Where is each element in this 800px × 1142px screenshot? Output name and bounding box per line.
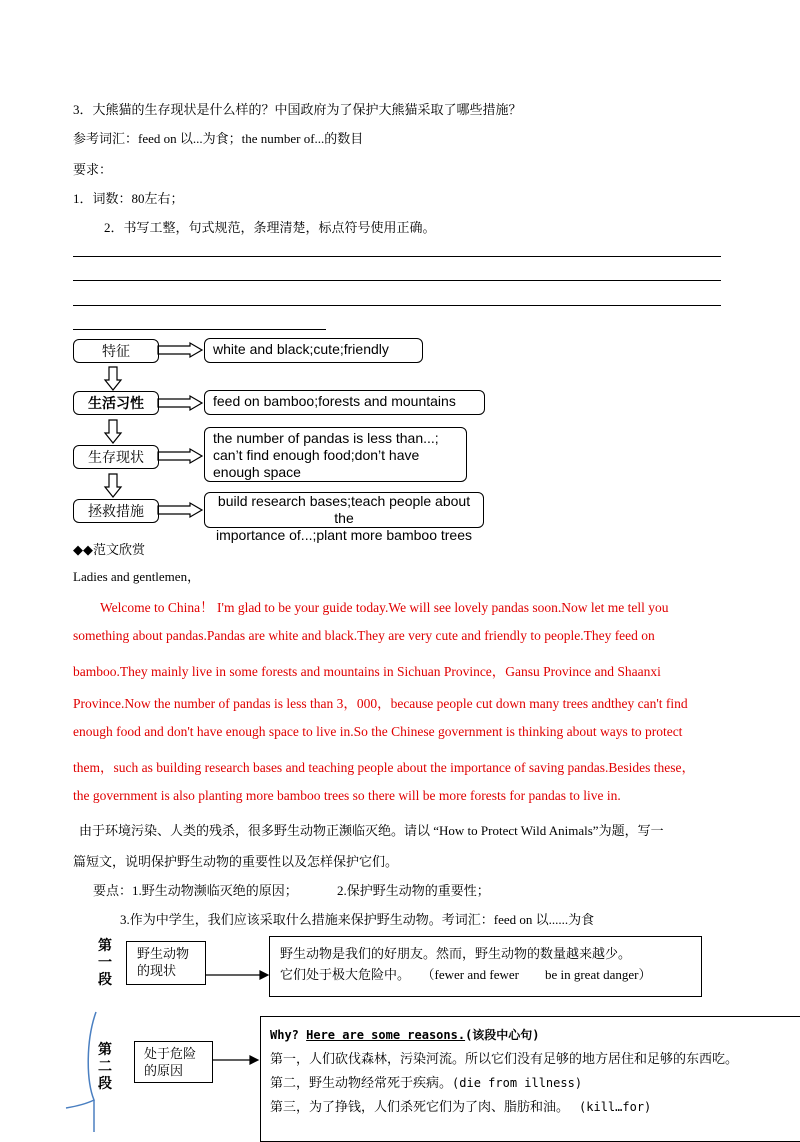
content-text: 它们处于极大危险中。 [280, 967, 411, 982]
content-line [280, 964, 691, 985]
reason-text: 第二，野生动物经常死于疾病。 [270, 1075, 453, 1090]
reason-line [270, 1071, 797, 1095]
sample-line: the government is also planting more bamboo trees so there will be more forests for pandas to live in. [73, 788, 621, 803]
flow-label-status: 生存现状 [73, 445, 159, 469]
box-line: 野生动物 [137, 946, 190, 961]
task2-line: 篇短文，说明保护野生动物的重要性以及怎样保护它们。 [73, 854, 399, 869]
right-arrow-icon [158, 343, 202, 357]
flow-text-features: white and black;cute;friendly [204, 338, 423, 363]
sample-line: bamboo.They mainly live in some forests and mountains in Sichuan Province，Gansu Province and Shaanxi [73, 664, 661, 679]
sample-line: enough food and don't have enough space to live in.So the Chinese government is thinking about ways to protect [73, 724, 683, 739]
topic-sentence-note: (该段中心句) [465, 1028, 540, 1042]
para1-content-box [269, 936, 702, 997]
left-bracket [66, 1012, 96, 1108]
flow-text-status [204, 427, 467, 482]
para2-topic-box [134, 1041, 213, 1083]
arrow-head-icon [260, 971, 268, 979]
sample-line: Welcome to China！ I'm glad to be your guide today.We will see lovely pandas soon.Now let me tell you [100, 600, 669, 615]
flow-text-line: can’t find enough food;don’t have [213, 447, 420, 463]
sample-greeting: Ladies and gentlemen， [73, 569, 201, 584]
sample-line: them，such as building research bases and teaching people about the importance of saving pandas.Besides these， [73, 760, 695, 775]
topic-sentence-underlined: Here are some reasons. [306, 1028, 466, 1042]
flow-text-line: the number of pandas is less than...; [213, 430, 439, 446]
content-line: 野生动物是我们的好朋友。然而，野生动物的数量越来越少。 [280, 946, 632, 961]
right-arrow-icon [158, 449, 202, 463]
para2-topic-sentence [270, 1023, 797, 1047]
down-arrow-icon [105, 420, 121, 443]
task2-points: 2.保护野生动物的重要性； [337, 883, 490, 898]
flow-label-measures: 拯救措施 [73, 499, 159, 523]
para1-topic-box [126, 941, 206, 985]
para2-label: 第二段 [98, 1043, 112, 1092]
task2-points: 3.作为中学生，我们应该采取什么措施来保护野生动物。考词汇：feed on 以......为食 [120, 912, 595, 927]
reason-hint: (die from illness) [452, 1076, 583, 1090]
requirement-2: 2．书写工整，句式规范，条理清楚，标点符号使用正确。 [104, 220, 436, 235]
para1-label: 第一段 [98, 939, 112, 988]
why-text: Why? [270, 1028, 307, 1042]
box-line: 的原因 [144, 1063, 184, 1078]
flow-text-line: build research bases;teach people about the [217, 493, 471, 526]
right-arrow-icon [158, 503, 202, 517]
box-line: 处于危险 [144, 1046, 197, 1061]
flow-text-measures [204, 492, 484, 543]
para2-content-box [260, 1016, 800, 1142]
task2-line: 由于环境污染、人类的残杀，很多野生动物正濒临灭绝。请以 “How to Protect Wild Animals”为题，写一 [79, 823, 664, 838]
arrow-head-icon [250, 1056, 258, 1064]
question-3: 3．大熊猫的生存现状是什么样的？中国政府为了保护大熊猫采取了哪些措施？ [73, 102, 522, 117]
vocab-hint: 参考词汇：feed on 以...为食；the number of...的数目 [73, 131, 364, 146]
sample-line: Province.Now the number of pandas is less than 3，000，because people cut down many trees andthey can't find [73, 696, 688, 711]
flow-label-features: 特征 [73, 339, 159, 363]
reason-line: 第一，人们砍伐森林，污染河流。所以它们没有足够的地方居住和足够的东西吃。 [270, 1051, 739, 1066]
reason-hint: (kill…for) [579, 1100, 652, 1114]
flow-text-line: importance of...;plant more bamboo trees [215, 527, 473, 543]
right-arrow-icon [158, 396, 202, 410]
down-arrow-icon [105, 474, 121, 497]
flow-text-line: enough space [213, 464, 301, 480]
flow-text-habits: feed on bamboo;forests and mountains [204, 390, 485, 415]
flow-label-habits: 生活习性 [73, 391, 159, 415]
task2-points: 要点：1.野生动物濒临灭绝的原因； [93, 883, 298, 898]
sample-line: something about pandas.Pandas are white and black.They are very cute and friendly to people.They feed on [73, 628, 655, 643]
box-line: 的现状 [137, 963, 177, 978]
sample-heading: ◆◆范文欣赏 [73, 542, 145, 557]
down-arrow-icon [105, 367, 121, 390]
reason-line [270, 1095, 797, 1119]
requirements-title: 要求： [73, 162, 113, 177]
reason-text: 第三，为了挣钱，人们杀死它们为了肉、脂肪和油。 [270, 1099, 570, 1114]
requirement-1: 1．词数：80左右； [73, 191, 184, 206]
content-hint: （fewer and fewer be in great danger） [428, 967, 652, 982]
